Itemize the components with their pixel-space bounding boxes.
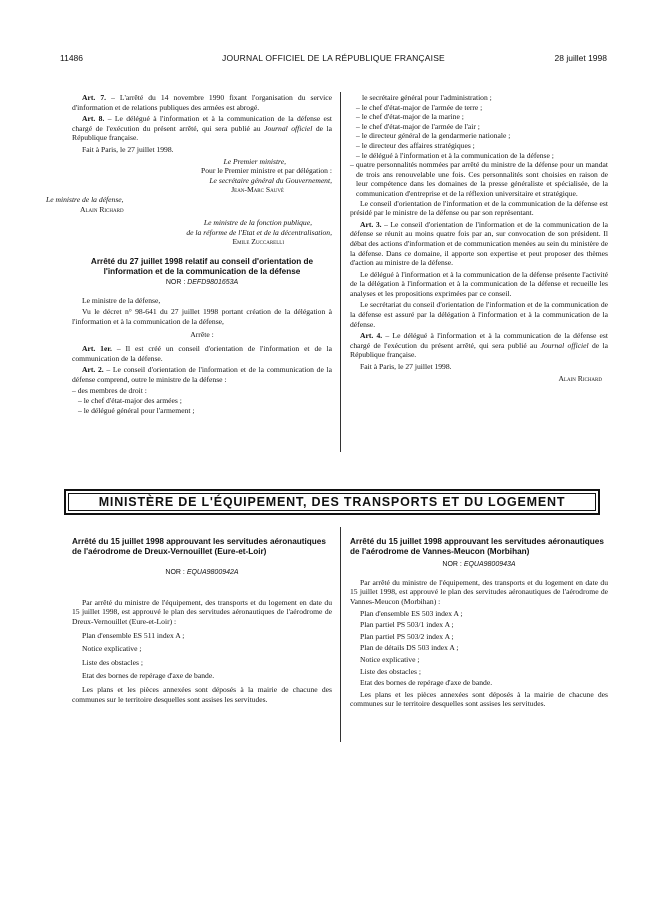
page-number: 11486 xyxy=(60,53,84,63)
list-item: – des membres de droit : xyxy=(72,386,147,396)
arrete-title-defense: Arrêté du 27 juillet 1998 relatif au conseil d'orientation de l'information et de la communication de la défense xyxy=(90,256,314,276)
list-item: Etat des bornes de repérage d'axe de bande. xyxy=(82,671,215,681)
preamble-minister: Le ministre de la défense, xyxy=(82,295,161,305)
list-item: – le délégué à l'information et à la communication de la défense ; xyxy=(356,150,554,160)
arrete-title-vannes: Arrêté du 15 juillet 1998 approuvant les servitudes aéronautiques de l'aérodrome de Vannes-Meucon (Morbihan) xyxy=(350,537,604,556)
list-item: Notice explicative ; xyxy=(82,644,142,654)
place-date: Fait à Paris, le 27 juillet 1998. xyxy=(360,362,452,372)
list-item: – le directeur général de la gendarmerie nationale ; xyxy=(356,131,511,141)
article-1: Art. 1er. – Il est créé un conseil d'orientation de l'information et de la communication de la défense. xyxy=(72,344,332,363)
list-item: Liste des obstacles ; xyxy=(82,657,143,667)
fp-minister-title-1: Le ministre de la fonction publique, xyxy=(203,218,312,228)
fp-minister-signature: Emile Zuccarelli xyxy=(232,237,284,247)
arrete-label: Arrête : xyxy=(190,330,214,340)
sg-signature: Jean-Marc Sauvé xyxy=(231,185,284,195)
list-item: – le chef d'état-major de l'armée de terre ; xyxy=(356,102,483,112)
list-item: – le délégué général pour l'armement ; xyxy=(78,405,195,415)
journal-title: JOURNAL OFFICIEL DE LA RÉPUBLIQUE FRANÇAISE xyxy=(222,53,445,63)
ministry-banner xyxy=(64,489,600,515)
article-7: Art. 7. – L'arrêté du 14 novembre 1990 fixant l'organisation du service d'information et de relations publiques des armées est abrogé. xyxy=(72,93,332,112)
paragraph: Le secrétariat du conseil d'orientation de l'information et de la communication de la défense est assuré par la délégation à l'information et à la communication de la défense. xyxy=(350,300,608,329)
nor-reference: NOR : EQUA9800943A xyxy=(442,561,516,569)
list-item: Plan d'ensemble ES 503 index A ; xyxy=(360,608,463,618)
issue-date: 28 juillet 1998 xyxy=(554,53,607,63)
nor-reference: NOR : DEFD9801653A xyxy=(165,279,239,287)
paragraph: Le délégué à l'information et à la communication de la défense présente l'activité de la délégation à l'information et à la communication de la défense et recueille les analyses et les propositions exprimées par ce conseil. xyxy=(350,269,608,298)
list-item: le secrétaire général pour l'administration ; xyxy=(362,93,492,102)
list-item: Plan d'ensemble ES 511 index A ; xyxy=(82,630,185,640)
column-divider-bottom xyxy=(340,527,341,742)
paragraph: Par arrêté du ministre de l'équipement, des transports et du logement en date du 15 juillet 1998, est approuvé le plan des servitudes aéronautiques de l'aérodrome de Vannes-Meucon (Morbihan) : xyxy=(350,577,608,606)
article-2: Art. 2. – Le conseil d'orientation de l'information et de la communication de la défense comprend, outre le ministre de la défense : xyxy=(72,365,332,384)
paragraph: Le conseil d'orientation de l'information et de la communication de la défense est présidé par le ministre de la défense ou par son représentant. xyxy=(350,198,608,218)
list-item: Plan partiel PS 503/1 index A ; xyxy=(360,620,454,630)
list-item: – le chef d'état-major de la marine ; xyxy=(356,112,464,122)
signature: Alain Richard xyxy=(558,373,602,383)
defense-minister-title: Le ministre de la défense, xyxy=(46,194,124,204)
preamble-visa: Vu le décret n° 98-641 du 27 juillet 1998 portant création de la délégation à l'information et à la communication de la défense, xyxy=(72,307,332,326)
place-date: Fait à Paris, le 27 juillet 1998. xyxy=(82,144,174,154)
left-column-bottom xyxy=(72,537,332,706)
left-column-top xyxy=(46,93,332,415)
pm-title: Le Premier ministre, xyxy=(223,156,286,166)
page-header xyxy=(60,53,607,67)
paragraph: Les plans et les pièces annexées sont déposés à la mairie de chacune des communes sur le territoire desquelles sont assises les servitudes. xyxy=(350,689,608,709)
arrete-title-dreux: Arrêté du 15 juillet 1998 approuvant les servitudes aéronautiques de l'aérodrome de Dreux-Vernouillet (Eure-et-Loir) xyxy=(72,537,326,556)
paragraph: Les plans et les pièces annexées sont déposés à la mairie de chacune des communes sur le territoire desquelles sont assises les servitudes. xyxy=(72,684,332,704)
nor-reference: NOR : EQUA9800942A xyxy=(165,569,239,577)
article-4: Art. 4. – Le délégué à l'information et à la communication de la défense est chargé de l'exécution du présent arrêté, qui sera publié au Journal officiel de la République française. xyxy=(350,331,608,360)
list-item: Notice explicative ; xyxy=(360,654,420,664)
list-item: – le chef d'état-major de l'armée de l'air ; xyxy=(356,121,480,131)
article-3: Art. 3. – Le conseil d'orientation de l'information et de la communication de la défense se réunit au moins quatre fois par an, sur convocation de son président. Il débat des actions d'information et de communication menées au sein du ministère de la défense. Dans ce domaine, il apporte son expertise et peut proposer des thèmes d'action au ministre de la défense. xyxy=(350,219,608,268)
right-column-top xyxy=(350,93,608,383)
fp-minister-title-2: de la réforme de l'Etat et de la décentralisation, xyxy=(186,227,332,237)
list-item: Plan de détails DS 503 index A ; xyxy=(360,643,459,653)
paragraph: Par arrêté du ministre de l'équipement, des transports et du logement en date du 15 juillet 1998, est approuvé le plan des servitudes aéronautiques de l'aérodrome de Dreux-Vernouillet (Eure-et-Loir) : xyxy=(72,597,332,626)
list-item: Plan partiel PS 503/2 index A ; xyxy=(360,631,454,641)
right-column-bottom xyxy=(350,537,608,711)
column-divider-top xyxy=(340,92,341,452)
list-item: – le directeur des affaires stratégiques ; xyxy=(356,140,475,150)
article-8: Art. 8. – Le délégué à l'information et à la communication de la défense est chargé de l'exécution du présent arrêté, qui sera publié au Journal officiel de la République française. xyxy=(72,114,332,143)
list-item: Etat des bornes de repérage d'axe de bande. xyxy=(360,678,493,688)
pm-delegation: Pour le Premier ministre et par délégation : xyxy=(201,166,332,176)
sg-title: Le secrétaire général du Gouvernement, xyxy=(209,175,332,185)
ministry-banner-text: MINISTÈRE DE L'ÉQUIPEMENT, DES TRANSPORTS ET DU LOGEMENT xyxy=(68,493,596,511)
list-item: – le chef d'état-major des armées ; xyxy=(78,396,182,406)
list-item: – quatre personnalités nommées par arrêté du ministre de la défense pour un mandat de trois ans renouvelable une fois. Ces personnalités sont choisies en raison de leur compétence dans les domaines de la presse généraliste et spécialisée, de la communication d'entreprise et de la réflexion universitaire et stratégique. xyxy=(350,160,608,198)
defense-minister-signature: Alain Richard xyxy=(80,204,124,214)
list-item: Liste des obstacles ; xyxy=(360,666,421,676)
